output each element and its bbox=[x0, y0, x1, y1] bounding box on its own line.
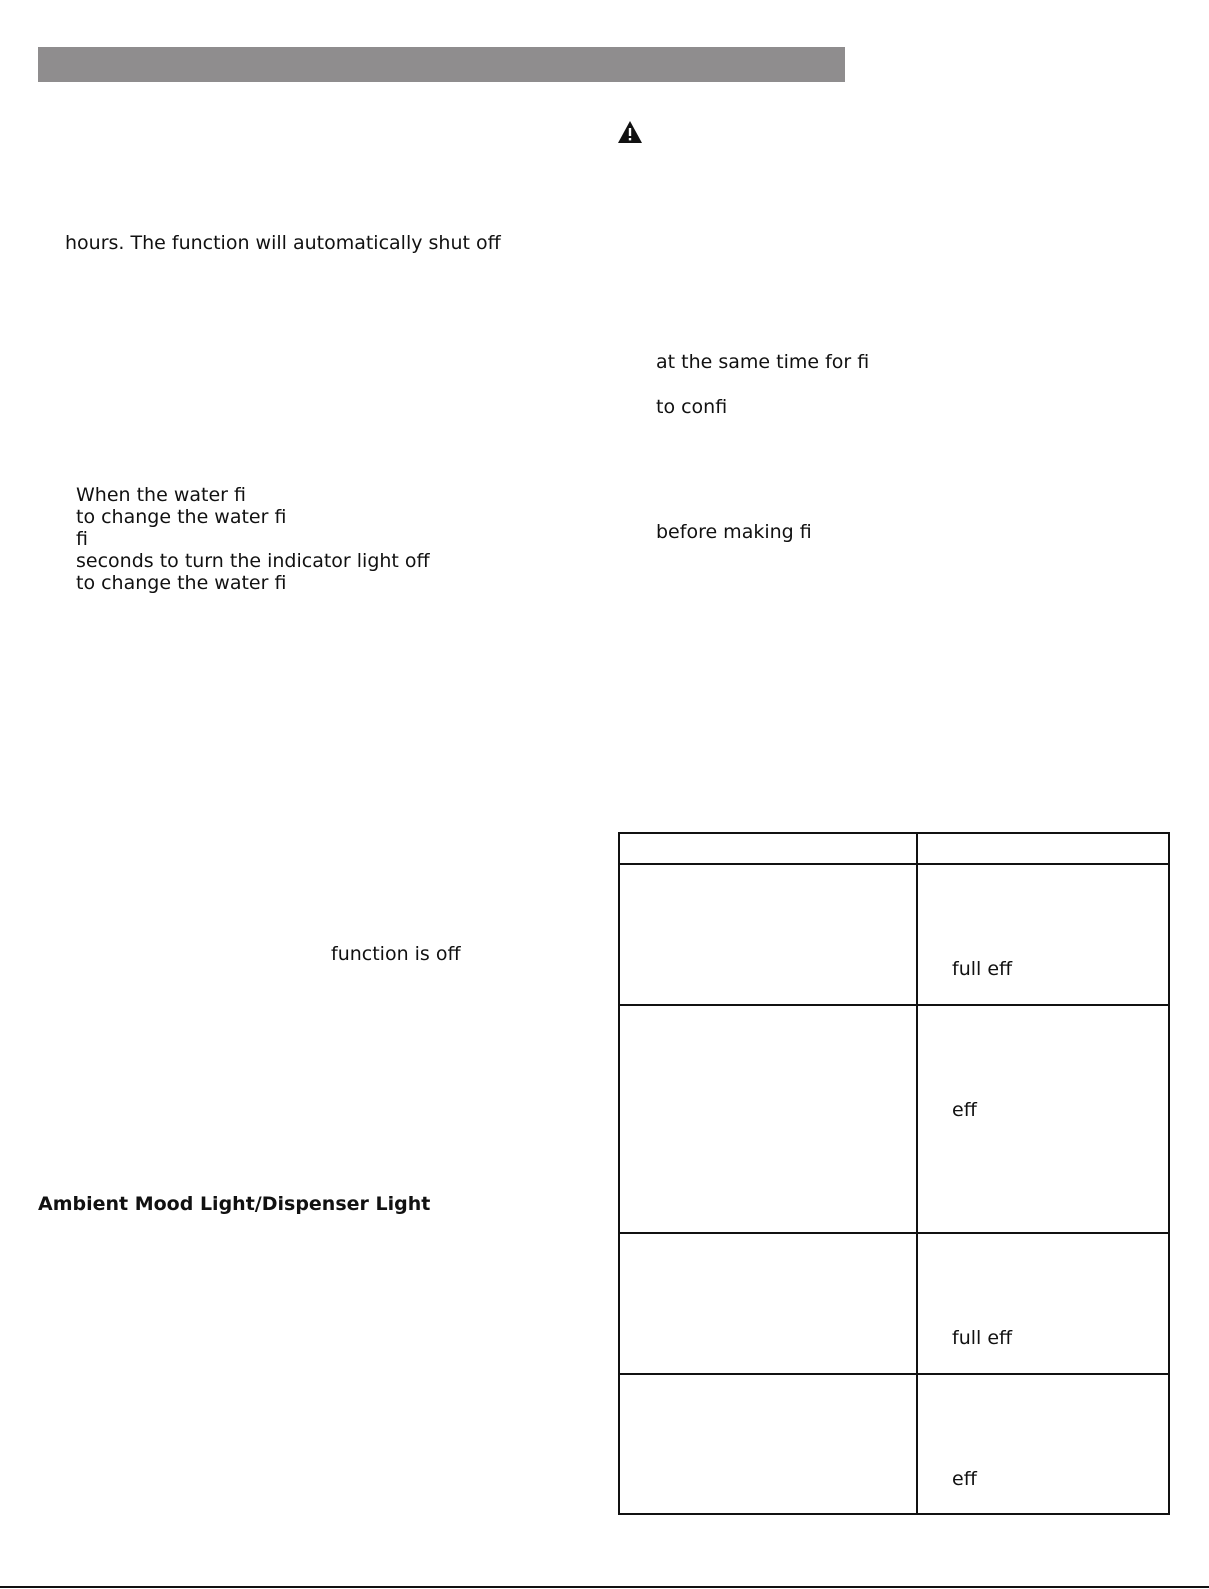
ambient-light-heading: Ambient Mood Light/Dispenser Light bbox=[38, 1193, 431, 1215]
filter-text-line-3: fi bbox=[76, 528, 88, 550]
confirm-text: to confi bbox=[656, 396, 728, 418]
filter-text-line-2: to change the water fi bbox=[76, 506, 287, 528]
filter-text-line-4: seconds to turn the indicator light off bbox=[76, 550, 430, 572]
function-off-text: function is off bbox=[331, 943, 461, 965]
same-time-text: at the same time for fi bbox=[656, 351, 870, 373]
table-row-1-right-text: full eff bbox=[952, 958, 1013, 980]
filter-text-line-1: When the water fi bbox=[76, 484, 246, 506]
auto-shutoff-text: hours. The function will automatically shut off bbox=[65, 232, 501, 254]
filter-text-line-5: to change the water fi bbox=[76, 572, 287, 594]
table-row-2-right-text: eff bbox=[952, 1099, 977, 1121]
table-column-divider bbox=[916, 834, 918, 1513]
before-making-text: before making fi bbox=[656, 521, 812, 543]
table-row-3-right-text: full eff bbox=[952, 1327, 1013, 1349]
bottom-rule bbox=[0, 1586, 1209, 1588]
table-header-divider bbox=[620, 863, 1168, 865]
table-row-divider bbox=[620, 1373, 1168, 1375]
table-row-4-right-text: eff bbox=[952, 1468, 977, 1490]
table-row-divider bbox=[620, 1004, 1168, 1006]
table-row-divider bbox=[620, 1232, 1168, 1234]
section-header-bar bbox=[38, 47, 845, 82]
spec-table bbox=[618, 832, 1170, 1515]
warning-triangle-icon bbox=[617, 120, 643, 144]
